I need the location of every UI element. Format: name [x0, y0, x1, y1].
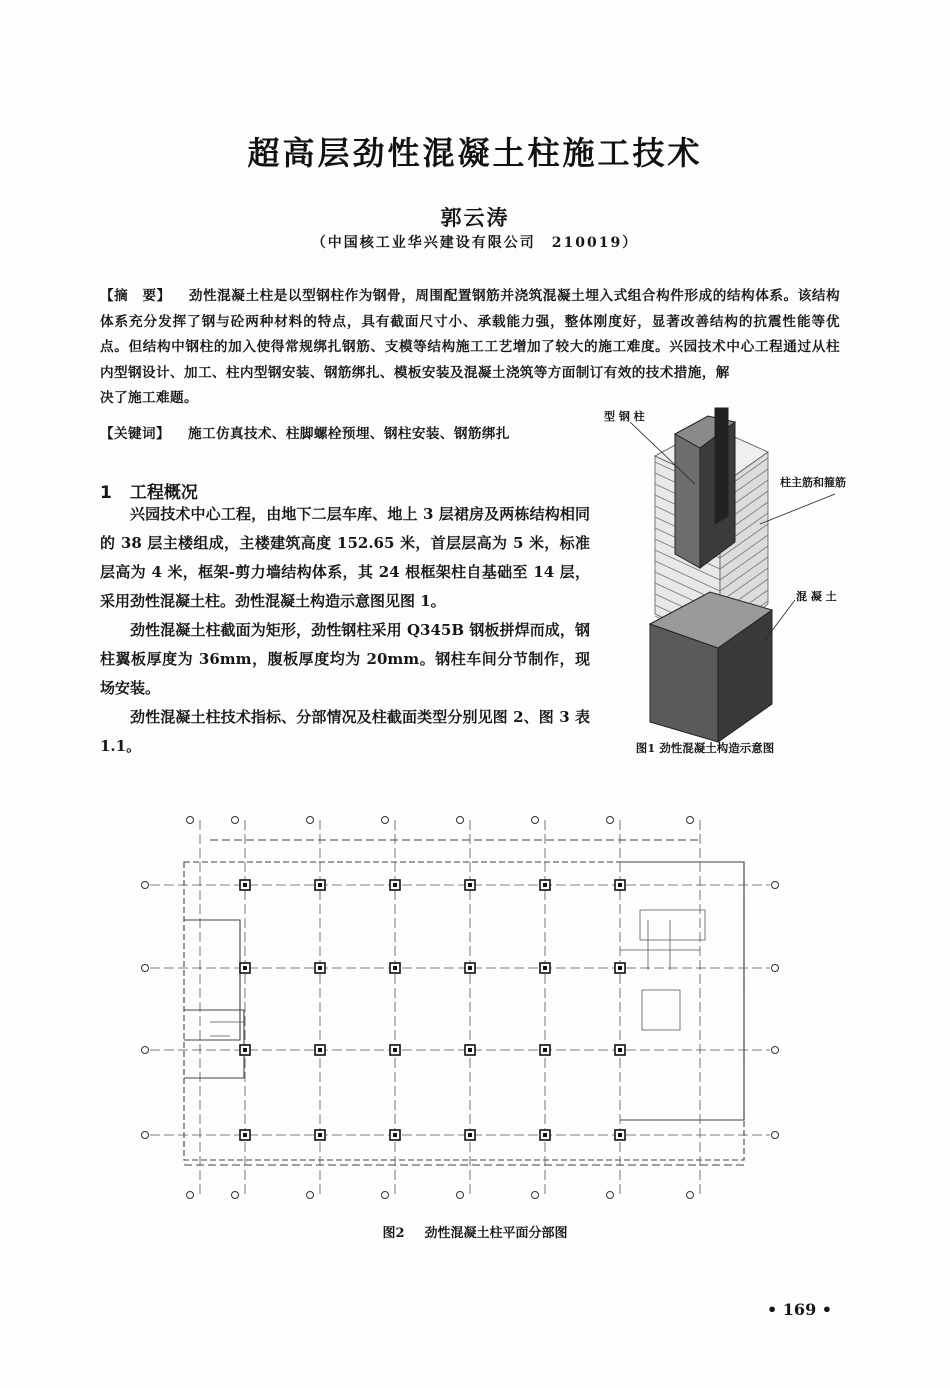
body-paragraph: 劲性混凝土柱技术指标、分部情况及柱截面类型分别见图 2、图 3 表 1.1。	[100, 708, 590, 755]
column-core	[318, 966, 322, 970]
grid-bubble	[687, 1192, 694, 1199]
grid-bubble	[232, 817, 239, 824]
column-core	[618, 1133, 622, 1137]
figure-2-caption-label: 图2	[382, 1226, 405, 1241]
body-paragraph: 兴园技术中心工程，由地下二层车库、地上 3 层裙房及两栋结构相同的 38 层主楼组成，主楼建筑高度 152.65 米，首层层高为 5 米，标准层高为 4 米，框架-剪力墙结构体系，其 24 根框架柱自基础至 14 层，采用劲性混凝土柱。劲性混凝土构造示意图见图 1。	[100, 505, 590, 610]
label-rebar: 柱主筋和箍筋	[780, 476, 846, 489]
column-core	[543, 966, 547, 970]
column-core	[318, 1133, 322, 1137]
keywords-text: 施工仿真技术、柱脚螺栓预埋、钢柱安装、钢筋绑扎	[187, 426, 510, 442]
column-core	[468, 883, 472, 887]
grid-bubble	[382, 1192, 389, 1199]
grid-bubble	[457, 817, 464, 824]
figure-2-caption-text: 劲性混凝土柱平面分部图	[424, 1226, 568, 1241]
figure-1	[600, 404, 870, 744]
author-name: 郭云涛	[440, 206, 510, 230]
keywords	[100, 422, 620, 442]
page-number: • 169 •	[767, 1300, 832, 1319]
section-title: 工程概况	[129, 483, 198, 503]
column-core	[543, 1048, 547, 1052]
paper-title: 超高层劲性混凝土柱施工技术	[247, 134, 703, 172]
figure-2-caption	[0, 1222, 950, 1241]
abstract-tail: 决了施工难题。	[100, 390, 198, 406]
figure-2-plan	[120, 800, 800, 1215]
keywords-label: 【关键词】	[100, 426, 170, 442]
grid-bubble	[187, 817, 194, 824]
label-concrete: 混 凝 土	[796, 590, 837, 603]
section-number: 1	[100, 483, 112, 503]
grid-bubbles	[142, 817, 779, 1199]
grid-bubble	[142, 1047, 149, 1054]
grid-bubble	[607, 817, 614, 824]
grid-bubble	[457, 1192, 464, 1199]
column-markers	[240, 880, 625, 1140]
grid-bubble	[772, 1047, 779, 1054]
grid-bubble	[187, 1192, 194, 1199]
grid-bubble	[772, 1132, 779, 1139]
column-core	[543, 883, 547, 887]
abstract	[100, 284, 840, 412]
column-core	[618, 1048, 622, 1052]
grid-bubble	[232, 1192, 239, 1199]
column-core	[468, 966, 472, 970]
grid-bubble	[772, 882, 779, 889]
grid-bubble	[382, 817, 389, 824]
column-core	[393, 966, 397, 970]
column-core	[243, 1133, 247, 1137]
grid-bubble	[307, 1192, 314, 1199]
core-walls	[210, 910, 705, 1036]
body-paragraph: 劲性混凝土柱截面为矩形，劲性钢柱采用 Q345B 钢板拼焊而成，钢柱翼板厚度为 36mm，腹板厚度均为 20mm。钢柱车间分节制作，现场安装。	[100, 621, 590, 697]
section-body	[100, 500, 590, 761]
column-core	[318, 1048, 322, 1052]
figure-1-caption: 图1 劲性混凝土构造示意图	[635, 741, 775, 755]
grid-bubble	[142, 882, 149, 889]
column-core	[243, 966, 247, 970]
column-core	[618, 966, 622, 970]
column-core	[618, 883, 622, 887]
column-core	[243, 1048, 247, 1052]
figure-2	[120, 800, 800, 1215]
figure-1-drawing	[600, 404, 870, 744]
column-core	[318, 883, 322, 887]
column-core	[468, 1133, 472, 1137]
grid-bubble	[307, 817, 314, 824]
grid-bubble	[607, 1192, 614, 1199]
author-affiliation: （中国核工业华兴建设有限公司 210019）	[311, 235, 639, 251]
grid-bubble	[142, 1132, 149, 1139]
abstract-label: 【摘 要】	[100, 288, 171, 304]
column-core	[243, 883, 247, 887]
grid-bubble	[687, 817, 694, 824]
column-core	[543, 1133, 547, 1137]
grid-bubble	[532, 1192, 539, 1199]
column-core	[393, 1133, 397, 1137]
column-core	[393, 883, 397, 887]
label-steel-column: 型 钢 柱	[604, 410, 645, 423]
column-core	[393, 1048, 397, 1052]
grid-bubble	[142, 965, 149, 972]
grid-bubble	[772, 965, 779, 972]
abstract-text: 劲性混凝土柱是以型钢柱作为钢骨，周围配置钢筋并浇筑混凝土埋入式组合构件形成的结构体系。该结构体系充分发挥了钢与砼两种材料的特点，具有截面尺寸小、承载能力强，整体刚度好，显著改善结构的抗震性能等优点。但结构中钢柱的加入使得常规绑扎钢筋、支模等结构施工工艺增加了较大的施工难度。兴园技术中心工程通过从柱内型钢设计、加工、柱内型钢安装、钢筋绑扎、模板安装及混凝土浇筑等方面制订有效的技术措施，解	[100, 288, 841, 381]
grid-bubble	[532, 817, 539, 824]
column-core	[468, 1048, 472, 1052]
